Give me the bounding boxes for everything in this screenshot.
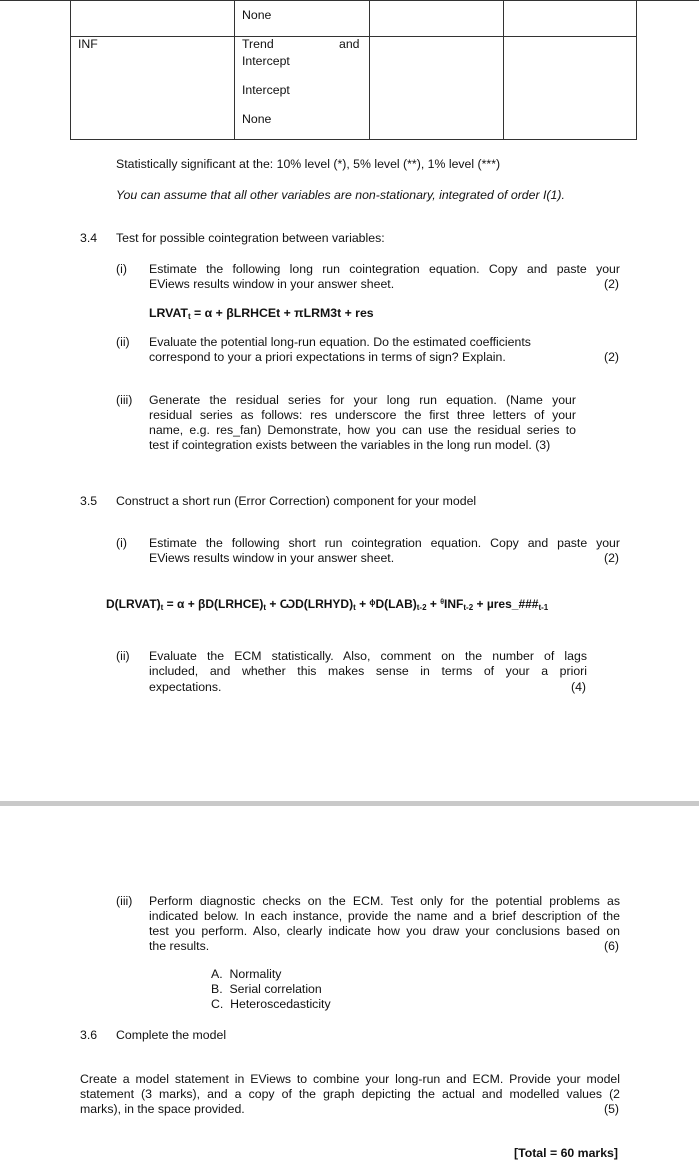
significance-note: Statistically significant at the: 10% level (*), 5% level (**), 1% level (***) — [116, 157, 501, 171]
item-label: (ii) — [116, 649, 130, 663]
marks: (2) — [604, 277, 620, 291]
item-label: (ii) — [116, 335, 130, 349]
question-text: indicated below. In each instance, provide the name and a brief description of the — [149, 909, 620, 923]
total-marks: [Total = 60 marks] — [514, 1146, 618, 1160]
question-text: test if cointegration exists between the variables in the long run model. (3) — [149, 438, 551, 452]
marks: (6) — [604, 939, 620, 953]
table-border — [70, 139, 637, 140]
question-text: Create a model statement in EViews to combine your long-run and ECM. Provide your model — [80, 1072, 620, 1086]
section-number: 3.6 — [80, 1028, 98, 1042]
question-text: Perform diagnostic checks on the ECM. Test only for the potential problems as — [149, 894, 620, 908]
question-text: included, and whether this makes sense in terms of your a priori — [149, 664, 587, 678]
table-border — [0, 0, 699, 1]
question-text: Estimate the following short run cointegration equation. Copy and paste your — [149, 536, 620, 550]
section-title: Complete the model — [116, 1028, 227, 1042]
question-text: residual series as follows: res underscore the first three letters of your — [149, 408, 576, 422]
item-label: (i) — [116, 536, 127, 550]
item-label: (i) — [116, 262, 127, 276]
table-cell: Trend — [242, 37, 274, 51]
section-number: 3.4 — [80, 231, 98, 245]
table-cell-inf: INF — [78, 37, 98, 51]
table-border — [503, 0, 504, 140]
table-border — [234, 0, 235, 140]
marks: (2) — [604, 350, 620, 364]
table-cell: None — [242, 8, 272, 22]
question-text: Generate the residual series for your long run equation. (Name your — [149, 393, 576, 407]
question-text: test you perform. Also, clearly indicate how you draw your conclusions based on — [149, 924, 620, 938]
item-label: (iii) — [116, 894, 133, 908]
item-label: (iii) — [116, 393, 133, 407]
question-text: correspond to your a priori expectations in terms of sign? Explain. — [149, 350, 506, 364]
table-cell: and — [339, 37, 360, 51]
question-text: EViews results window in your answer sheet. — [149, 277, 395, 291]
table-border — [369, 0, 370, 140]
table-cell: Intercept — [242, 83, 290, 97]
question-text: EViews results window in your answer sheet. — [149, 551, 395, 565]
table-border — [636, 0, 637, 140]
page-separator — [0, 801, 699, 806]
question-text: marks), in the space provided. — [80, 1102, 245, 1116]
section-number: 3.5 — [80, 494, 98, 508]
question-text: Estimate the following long run cointegration equation. Copy and paste your — [149, 262, 620, 276]
table-cell: None — [242, 112, 272, 126]
question-text: Evaluate the ECM statistically. Also, comment on the number of lags — [149, 649, 587, 663]
list-item: C. Heteroscedasticity — [211, 997, 331, 1011]
question-text: the results. — [149, 939, 210, 953]
list-item: B. Serial correlation — [211, 982, 322, 996]
question-text: expectations. — [149, 680, 222, 694]
section-title: Construct a short run (Error Correction) component for your model — [116, 494, 477, 508]
marks: (5) — [604, 1102, 620, 1116]
long-run-equation: $LRVAT_t = \alpha$ + βLRHCEt + πLRM3t + res — [149, 306, 374, 321]
marks: (2) — [604, 551, 620, 565]
table-border — [70, 0, 71, 140]
ecm-equation: $D(LRVAT)_t = \alpha$ + $\beta D(LRHCE)_t$ + $ѠD(LRHYD)_t$ + $ᶲD(LAB)_{t-2} + ^\theta INF_{t-2}$ + $\mu res\_\#\#\#_{t-1}$ — [106, 597, 549, 612]
assumption-note: You can assume that all other variables are non-stationary, integrated of order I(1). — [116, 188, 565, 202]
table-cell: Intercept — [242, 54, 290, 68]
question-text: name, e.g. res_fan) Demonstrate, how you can use the residual series to — [149, 423, 576, 437]
question-text: Evaluate the potential long-run equation. Do the estimated coefficients — [149, 335, 531, 349]
section-title: Test for possible cointegration between variables: — [116, 231, 385, 245]
marks: (4) — [571, 680, 587, 694]
list-item: A. Normality — [211, 967, 282, 981]
question-text: statement (3 marks), and a copy of the graph depicting the actual and modelled values (2 — [80, 1087, 620, 1101]
